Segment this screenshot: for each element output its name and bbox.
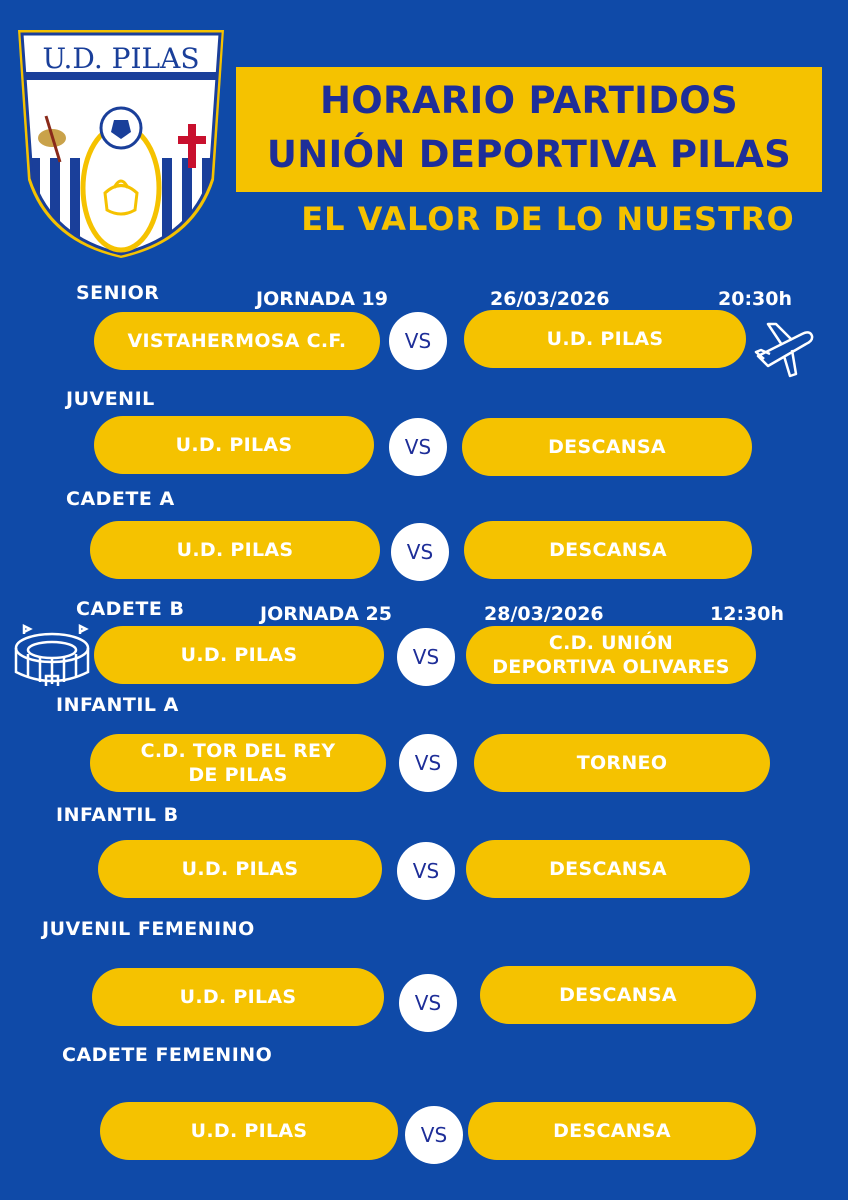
match-time: 12:30h: [710, 603, 785, 625]
away-team: DESCANSA: [464, 521, 752, 579]
category-label: SENIOR: [76, 282, 160, 304]
away-team-line2: DEPORTIVA OLIVARES: [492, 656, 730, 678]
vs-badge: VS: [397, 842, 455, 900]
crest-text: U.D. PILAS: [42, 42, 200, 75]
category-label: INFANTIL B: [56, 804, 179, 826]
home-team: U.D. PILAS: [90, 521, 380, 579]
away-team: [466, 626, 756, 684]
away-team: TORNEO: [474, 734, 770, 792]
airplane-icon: [752, 316, 816, 380]
category-label: INFANTIL A: [56, 694, 179, 716]
club-crest: [10, 28, 232, 260]
vs-badge: VS: [399, 734, 457, 792]
away-team: DESCANSA: [466, 840, 750, 898]
home-team: U.D. PILAS: [100, 1102, 398, 1160]
page-title-line1: HORARIO PARTIDOS: [320, 79, 738, 122]
home-team-line1: C.D. TOR DEL REY: [140, 740, 336, 762]
page-title-line2: UNIÓN DEPORTIVA PILAS: [266, 133, 792, 176]
vs-badge: VS: [405, 1106, 463, 1164]
crest-logo: [10, 28, 232, 260]
title-banner: [236, 67, 822, 192]
home-team: U.D. PILAS: [94, 416, 374, 474]
home-team: U.D. PILAS: [94, 626, 384, 684]
stadium-icon: [12, 624, 92, 694]
jornada-label: JORNADA 19: [256, 288, 388, 310]
home-team: U.D. PILAS: [98, 840, 382, 898]
home-team: VISTAHERMOSA C.F.: [94, 312, 380, 370]
vs-badge: VS: [397, 628, 455, 686]
category-label: CADETE B: [76, 598, 185, 620]
match-date: 26/03/2026: [490, 288, 610, 310]
category-label: CADETE A: [66, 488, 175, 510]
away-team-line1: C.D. UNIÓN: [548, 632, 674, 654]
home-team: [90, 734, 386, 792]
vs-badge: VS: [391, 523, 449, 581]
away-team: U.D. PILAS: [464, 310, 746, 368]
category-label: JUVENIL FEMENINO: [42, 918, 255, 940]
away-team: DESCANSA: [462, 418, 752, 476]
jornada-label: JORNADA 25: [260, 603, 392, 625]
vs-badge: VS: [399, 974, 457, 1032]
away-team: DESCANSA: [480, 966, 756, 1024]
away-team: DESCANSA: [468, 1102, 756, 1160]
match-date: 28/03/2026: [484, 603, 604, 625]
slogan: EL VALOR DE LO NUESTRO: [301, 200, 795, 238]
category-label: JUVENIL: [66, 388, 155, 410]
vs-badge: VS: [389, 418, 447, 476]
category-label: CADETE FEMENINO: [62, 1044, 273, 1066]
vs-badge: VS: [389, 312, 447, 370]
home-team-line2: DE PILAS: [188, 764, 288, 786]
match-time: 20:30h: [718, 288, 793, 310]
home-team: U.D. PILAS: [92, 968, 384, 1026]
